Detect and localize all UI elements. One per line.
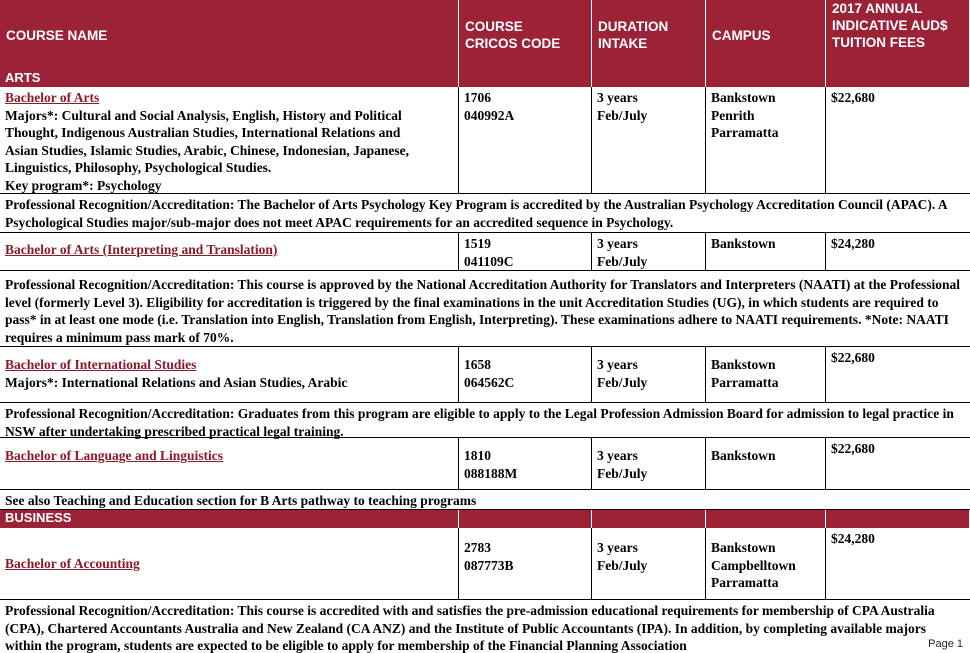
course-detail: Majors*: Cultural and Social Analysis, English, History and Political (5, 107, 402, 123)
campus-value: Campbelltown (711, 557, 796, 573)
course-name-cell (0, 347, 459, 402)
accreditation-row (0, 600, 970, 653)
header-course-name-label: COURSE NAME (6, 27, 108, 43)
campus-cell (706, 233, 826, 270)
fee-cell (826, 87, 970, 193)
course-row-bachelor-of-arts-interpreting (0, 233, 970, 271)
duration-cell (592, 347, 706, 402)
header-cricos (459, 0, 592, 70)
course-detail: Asian Studies, Islamic Studies, Arabic, Chinese, Indonesian, Japanese, (5, 142, 409, 158)
campus-cell (706, 87, 826, 193)
accreditation-text: This course is approved by the National Accreditation Authority for Translators and Interpreters (NAATI) at the Professional level (formerly Level 3). Eligibility for accreditation is triggered by the final examinations in the unit Accreditation Studies (UG), in which students are required to pass* in at least one mode (i.e. Translation into English, Translation from English, Interpreting). These examinations adhere to NAATI requirements. *Note: NAATI requires a minimum pass mark of 70%. (5, 277, 960, 345)
accreditation-label: Professional Recognition/Accreditation: (5, 197, 235, 212)
fee-value: $22,680 (831, 350, 875, 365)
duration-cell (592, 87, 706, 193)
accreditation-label: Professional Recognition/Accreditation: (5, 277, 235, 292)
accreditation-row (0, 194, 970, 233)
section-cell (459, 510, 592, 528)
section-business (0, 510, 970, 528)
accreditation-label: Professional Recognition/Accreditation: (5, 603, 235, 618)
accreditation-label: Professional Recognition/Accreditation: (5, 406, 235, 421)
header-course-name (0, 0, 459, 70)
table-header (0, 0, 970, 70)
campus-value: Bankstown (711, 357, 776, 372)
header-duration (592, 0, 706, 70)
course-row-bachelor-of-language-and-linguistics (0, 438, 970, 490)
accreditation-text: This course is accredited with and satisfies the pre-admission educational requirements for membership of CPA Australia (CPA), Chartered Accountants Australia and New Zealand (CA ANZ) and the Institute of Public Accountants (IPA). In addition, by completing available majors within the program, students are expected to be eligible to apply for membership of the Financial Planning Association (5, 603, 935, 653)
header-duration-line: DURATION (598, 19, 669, 34)
campus-cell (706, 347, 826, 402)
cricos-cell (459, 528, 592, 599)
campus-value: Parramatta (711, 575, 779, 590)
accreditation-text: Graduates from this program are eligible to apply to the Legal Profession Admission Board for admission to legal practice in NSW after undertaking prescribed practical legal training. (5, 406, 954, 439)
course-detail: Majors*: International Relations and Asian Studies, Arabic (5, 374, 348, 390)
section-cell (826, 70, 970, 87)
course-link-bachelor-of-language-and-linguistics[interactable]: Bachelor of Language and Linguistics (5, 448, 224, 463)
campus-value: Bankstown (711, 540, 776, 555)
course-row-bachelor-of-arts (0, 87, 970, 194)
intake-value: Feb/July (597, 253, 648, 269)
campus-cell (706, 528, 826, 599)
course-row-bachelor-of-international-studies (0, 347, 970, 403)
header-duration-line: INTAKE (598, 36, 648, 51)
duration-cell (592, 233, 706, 270)
cricos-code: 087773B (464, 557, 514, 573)
fee-cell (826, 438, 970, 489)
header-campus-label: CAMPUS (712, 27, 771, 43)
course-link-bachelor-of-international-studies[interactable]: Bachelor of International Studies (5, 357, 197, 372)
campus-cell (706, 438, 826, 489)
page-label: Page 1 (925, 638, 966, 650)
duration-value: 3 years (597, 540, 638, 555)
see-also-text: See also Teaching and Education section for B Arts pathway to teaching programs (5, 493, 477, 508)
duration-value: 3 years (597, 357, 638, 372)
see-also-row (0, 490, 970, 510)
intake-value: Feb/July (597, 465, 648, 481)
duration-cell (592, 528, 706, 599)
cricos-cell (459, 438, 592, 489)
course-code: 1658 (464, 357, 491, 372)
section-cell (592, 70, 706, 87)
header-fees-line: 2017 ANNUAL (832, 1, 923, 16)
course-detail: Thought, Indigenous Australian Studies, International Relations and (5, 125, 401, 140)
section-business-label: BUSINESS (0, 510, 459, 528)
header-cricos-line: COURSE (465, 19, 523, 34)
fee-cell (826, 528, 970, 599)
section-cell (706, 70, 826, 87)
course-link-bachelor-of-accounting[interactable]: Bachelor of Accounting (5, 556, 140, 571)
course-detail: Key program*: Psychology (5, 177, 162, 193)
course-name-cell (0, 528, 459, 599)
header-fees-line: INDICATIVE AUD$ (832, 18, 948, 33)
course-code: 1810 (464, 448, 491, 463)
header-campus (706, 0, 826, 70)
campus-value: Bankstown (711, 448, 776, 463)
fee-value: $22,680 (831, 441, 875, 456)
campus-value: Penrith (711, 107, 755, 123)
section-arts-label: ARTS (0, 70, 459, 87)
course-name-cell (0, 438, 459, 489)
course-detail: Linguistics, Philosophy, Psychological Studies. (5, 160, 272, 175)
intake-value: Feb/July (597, 107, 648, 123)
header-cricos-line: CRICOS CODE (465, 36, 561, 51)
section-cell (459, 70, 592, 87)
course-row-bachelor-of-accounting (0, 528, 970, 600)
cricos-cell (459, 233, 592, 270)
fee-cell (826, 347, 970, 402)
accreditation-text: The Bachelor of Arts Psychology Key Program is accredited by the Australian Psychology Accreditation Council (APAC). A Psychological Studies major/sub-major does not meet APAC requirements for an accredited sequence in Psychology. (5, 197, 947, 230)
cricos-code: 088188M (464, 465, 518, 481)
course-link-bachelor-of-arts-interpreting[interactable]: Bachelor of Arts (Interpreting and Translation) (5, 242, 278, 257)
cricos-cell (459, 87, 592, 193)
cricos-code: 041109C (464, 253, 514, 269)
course-name-cell (0, 87, 459, 193)
fee-cell (826, 233, 970, 270)
accreditation-row (0, 271, 970, 347)
section-cell (592, 510, 706, 528)
header-fees-line: TUITION FEES (832, 35, 926, 50)
intake-value: Feb/July (597, 557, 648, 573)
course-code: 1706 (464, 90, 491, 105)
section-arts (0, 70, 970, 87)
accreditation-row (0, 403, 970, 438)
campus-value: Bankstown (711, 90, 776, 105)
header-fees (826, 0, 970, 70)
duration-value: 3 years (597, 90, 638, 105)
course-link-bachelor-of-arts[interactable]: Bachelor of Arts (5, 90, 100, 105)
cricos-code: 040992A (464, 107, 515, 123)
intake-value: Feb/July (597, 374, 648, 390)
fee-value: $24,280 (831, 236, 875, 251)
section-cell (826, 510, 970, 528)
course-code: 1519 (464, 236, 491, 251)
course-code: 2783 (464, 540, 491, 555)
section-cell (706, 510, 826, 528)
duration-value: 3 years (597, 448, 638, 463)
fee-value: $22,680 (831, 90, 875, 105)
cricos-cell (459, 347, 592, 402)
duration-value: 3 years (597, 236, 638, 251)
course-name-cell (0, 233, 459, 270)
campus-value: Parramatta (711, 374, 779, 390)
campus-value: Bankstown (711, 236, 776, 251)
cricos-code: 064562C (464, 374, 515, 390)
fee-value: $24,280 (831, 531, 875, 546)
campus-value: Parramatta (711, 125, 779, 140)
duration-cell (592, 438, 706, 489)
